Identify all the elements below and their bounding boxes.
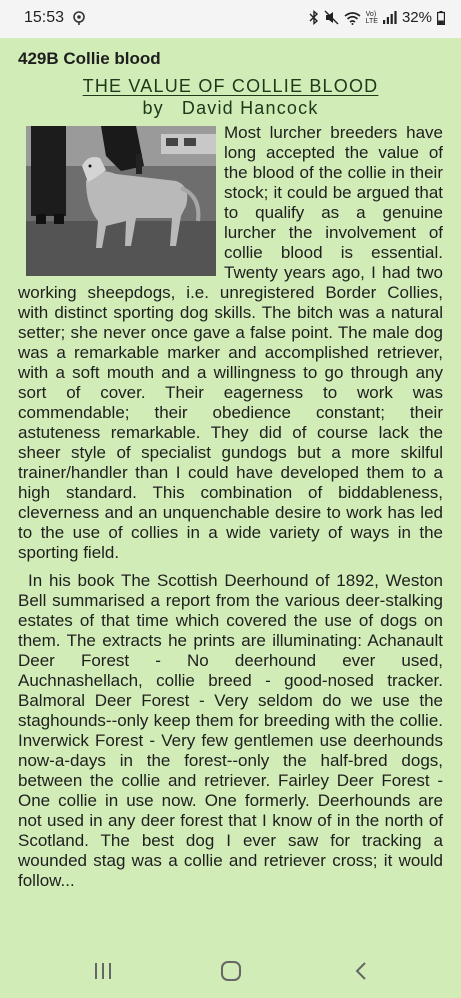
location-icon xyxy=(72,10,86,26)
article-title: THE VALUE OF COLLIE BLOOD xyxy=(82,76,379,96)
recents-icon xyxy=(93,962,113,980)
navigation-bar xyxy=(0,945,461,998)
network-label xyxy=(366,11,378,25)
back-button[interactable] xyxy=(346,959,376,983)
document-id: 429B Collie blood xyxy=(18,49,161,68)
status-icons xyxy=(309,9,445,26)
bluetooth-icon xyxy=(309,10,319,25)
paragraph xyxy=(18,571,443,891)
article-body xyxy=(18,123,443,891)
status-bar xyxy=(0,0,461,38)
mute-icon xyxy=(324,10,339,25)
paragraph-text-1: Most lurcher breeders have long accepted the value of the blood of the collie in their stock; it could be argued that to qualify as a genuine lurcher the involvement of collie blood is essential. Twenty years ago, I had two working sheepdogs, i.e. unregistered Border Collies, with distinct sporting dog skills. The bitch was a natural setter; she never once gave a false point. The male dog was a remarkable marker and accomplished retriever, with a soft mouth and a willingness to go through any sort of cover. Their eagerness to work was commendable; their obedience constant; their astuteness remarkable. They did of course lack the sheer style of specialist gundogs but a more skilful trainer/handler than I could have developed them to a high standard. This combination of biddableness, cleverness and an unquenchable desire to work has led to the use of collies in a wide variety of ways in the sporting field. xyxy=(18,123,443,562)
network-label-top: Vo) xyxy=(365,10,377,18)
battery-icon xyxy=(437,11,445,25)
network-label-bottom: LTE xyxy=(365,17,378,25)
status-time: 15:53 xyxy=(24,9,65,26)
byline-prefix: by xyxy=(142,98,164,118)
recents-button[interactable] xyxy=(88,959,118,983)
dog-photo xyxy=(26,126,216,276)
article-byline xyxy=(18,98,443,119)
back-icon xyxy=(354,961,368,981)
signal-icon xyxy=(383,11,397,24)
wifi-icon xyxy=(344,11,361,25)
paragraph xyxy=(18,123,443,563)
document-view[interactable] xyxy=(18,40,443,945)
paragraph-text-2: In his book The Scottish Deerhound of 1892, Weston Bell summarised a report from the various deer-stalking estates of that time which covered the use of dogs on them. The extracts he prints are illuminating: Achanault Deer Forest - No deerhound ever used, Auchnashellach, collie breed - good-nosed tracker. Balmoral Deer Forest - Very seldom do we use the staghounds--only keep them for breeding with the collie. Inverwick Forest - Very few gentlemen use deerhounds now-a-days in the forest--only the half-bred dogs, between the collie and retriever. Fairley Deer Forest - One collie in use now. One formerly. Deerhounds are not used in any deer forest that I know of in the north of Scotland. The best dog I ever saw for tracking a wounded stag was a collie and retriever cross; it would follow... xyxy=(18,571,443,890)
author-name: David Hancock xyxy=(181,98,319,118)
home-button[interactable] xyxy=(216,959,246,983)
battery-percent: 32% xyxy=(401,9,432,26)
home-icon xyxy=(220,960,242,982)
